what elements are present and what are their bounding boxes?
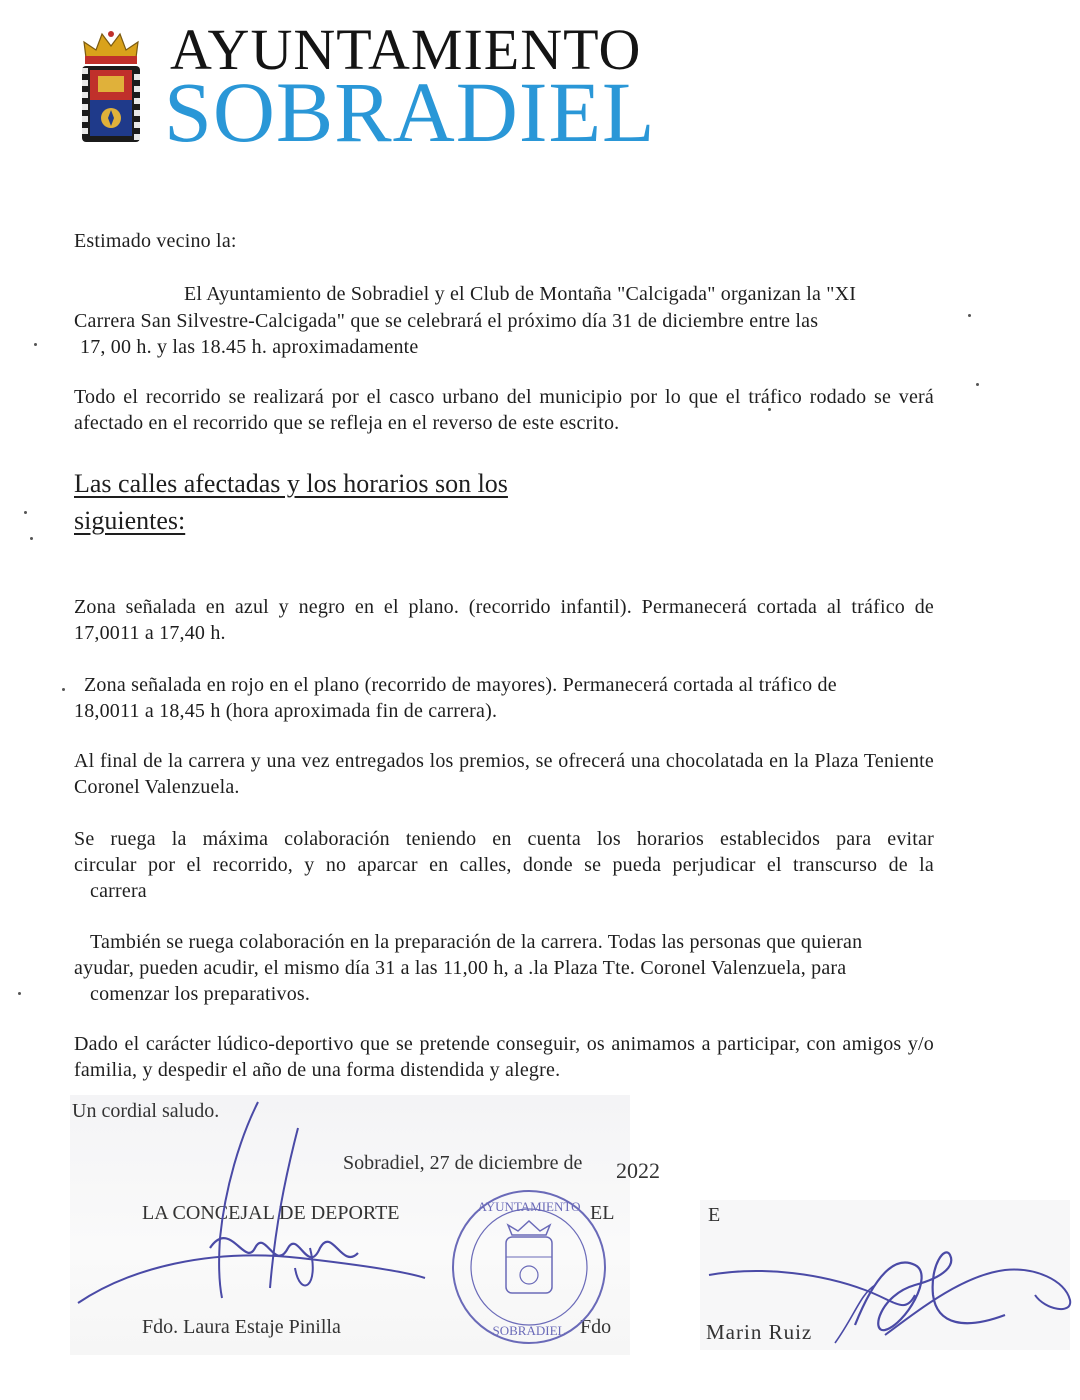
header-title-line2: SOBRADIEL bbox=[164, 64, 656, 160]
paragraph-zone-blue: Zona señalada en azul y negro en el plano. (recorrido infantil). Permanecerá cortada al tráfico de 17,0011 a 17,40 h. bbox=[74, 596, 934, 644]
paragraph-preparacion-line-2: ayudar, pueden acudir, el mismo día 31 a las 11,00 h, a .la Plaza Tte. Coronel Valenzuela, para bbox=[74, 957, 847, 979]
paragraph-1-line-1: El Ayuntamiento de Sobradiel y el Club de Montaña "Calcigada" organizan la "XI bbox=[184, 283, 857, 305]
scan-speck bbox=[62, 688, 65, 691]
signatory-right-title: E bbox=[708, 1204, 721, 1226]
svg-text:SOBRADIEL: SOBRADIEL bbox=[492, 1323, 566, 1338]
paragraph-chocolatada: Al final de la carrera y una vez entregados los premios, se ofrecerá una chocolatada en la Plaza Teniente Coronel Valenzuela. bbox=[74, 750, 934, 798]
section-heading-line-1: Las calles afectadas y los horarios son los bbox=[74, 469, 508, 498]
paragraph-2: Todo el recorrido se realizará por el casco urbano del municipio por lo que el tráfico rodado se verá afectado en el recorrido que se refleja en el reverso de este escrito. bbox=[74, 386, 934, 434]
signatory-left-name: Fdo. Laura Estaje Pinilla bbox=[142, 1316, 341, 1338]
scan-speck bbox=[24, 511, 27, 514]
signatory-right-name: Marin Ruiz bbox=[706, 1320, 813, 1344]
paragraph-1-line-3: 17, 00 h. y las 18.45 h. aproximadamente bbox=[80, 336, 419, 358]
greeting: Estimado vecino la: bbox=[74, 230, 237, 252]
paragraph-preparacion-line-1: También se ruega colaboración en la preparación de la carrera. Todas las personas que quieran bbox=[90, 931, 863, 953]
paragraph-1-line-2: Carrera San Silvestre-Calcigada" que se celebrará el próximo día 31 de diciembre entre las bbox=[74, 310, 819, 332]
signatory-left-title: LA CONCEJAL DE DEPORTE bbox=[142, 1202, 400, 1224]
closing-salutation: Un cordial saludo. bbox=[72, 1100, 220, 1122]
paragraph-colaboracion-line-3: carrera bbox=[90, 880, 147, 902]
handwritten-signature-right bbox=[705, 1235, 1075, 1345]
paragraph-zone-red-line-2: 18,0011 a 18,45 h (hora aproximada fin de carrera). bbox=[74, 700, 498, 722]
place-and-date: Sobradiel, 27 de diciembre de bbox=[343, 1152, 583, 1174]
header-title-line1: AYUNTAMIENTO bbox=[170, 17, 642, 82]
signatory-mid-name: Fdo bbox=[580, 1316, 612, 1338]
section-heading-line-2: siguientes: bbox=[74, 506, 186, 535]
svg-text:AYUNTAMIENTO: AYUNTAMIENTO bbox=[477, 1199, 581, 1214]
scan-speck bbox=[968, 314, 971, 317]
coat-of-arms-icon bbox=[78, 28, 144, 146]
scan-speck bbox=[34, 343, 37, 346]
scan-speck bbox=[976, 383, 979, 386]
paragraph-zone-red-line-1: Zona señalada en rojo en el plano (recorrido de mayores). Permanecerá cortada al tráfico de bbox=[84, 674, 837, 696]
paragraph-colaboracion-line-1: Se ruega la máxima colaboración teniendo en cuenta los horarios establecidos para evitar bbox=[74, 828, 934, 850]
scan-speck bbox=[18, 992, 21, 995]
handwritten-signature-left bbox=[70, 1098, 430, 1328]
municipal-seal-icon bbox=[444, 1185, 614, 1350]
paragraph-preparacion-line-3: comenzar los preparativos. bbox=[90, 983, 311, 1005]
signatory-mid-title: EL bbox=[590, 1202, 615, 1224]
paragraph-colaboracion-line-2: circular por el recorrido, y no aparcar en calles, donde se pueda perjudicar el transcurso de la bbox=[74, 854, 934, 876]
scan-speck bbox=[30, 537, 33, 540]
date-year: 2022 bbox=[616, 1158, 660, 1183]
paragraph-participar: Dado el carácter lúdico-deportivo que se pretende conseguir, os animamos a participar, con amigos y/o familia, y despedir el año de una forma distendida y alegre. bbox=[74, 1033, 934, 1081]
scan-speck bbox=[768, 408, 771, 411]
